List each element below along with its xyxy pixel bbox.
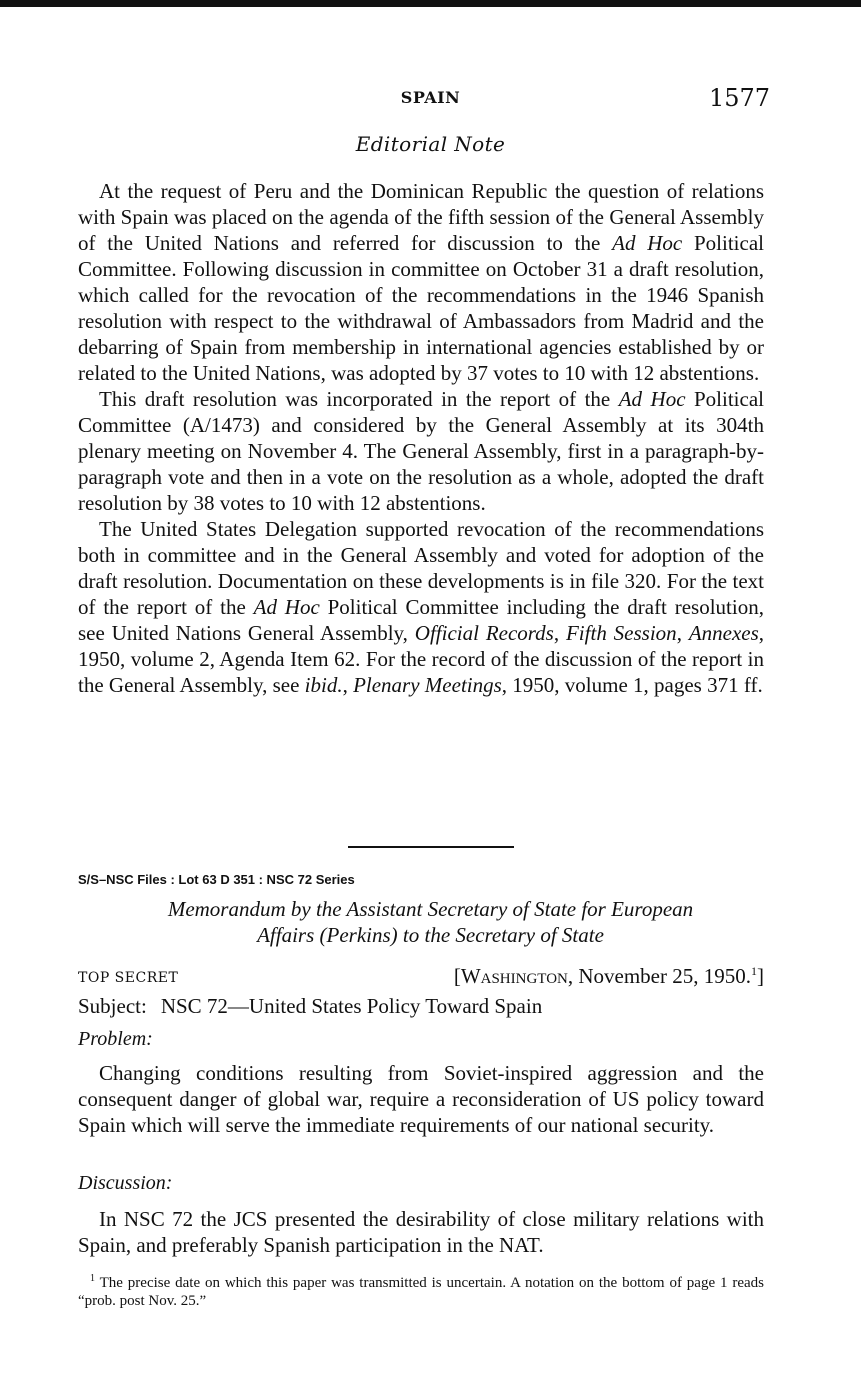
memo-title-line-2: Affairs (Perkins) to the Secretary of State	[257, 923, 604, 947]
dateline: [Washington, November 25, 1950.$^1$]	[453, 964, 764, 988]
footnote-text: The precise date on which this paper was transmitted is uncertain. A notation on the bottom of page 1 reads “prob. post Nov. 25.”	[78, 1275, 764, 1309]
memo-title	[78, 896, 783, 948]
editorial-note-body	[78, 178, 764, 698]
subject-line	[78, 994, 542, 1019]
problem-heading: Problem:	[78, 1028, 153, 1050]
page-number: 1577	[709, 84, 771, 112]
top-border	[0, 0, 861, 7]
editorial-paragraph-1: At the request of Peru and the Dominican Republic the question of relations with Spain was placed on the agenda of the fifth session of the General Assembly of the United Nations and referred for discussion to the Ad Hoc Political Committee. Following discussion in committee on October 31 a draft resolution, which called for the revocation of the recommendations in the 1946 Spanish resolution with respect to the withdrawal of Ambassadors from Madrid and the debarring of Spain from membership in international agencies established by or related to the United Nations, was adopted by 37 votes to 10 with 12 abstentions.	[78, 179, 764, 385]
footnote-marker: 1	[90, 1273, 95, 1284]
section-divider	[348, 846, 514, 848]
footnote	[78, 1270, 764, 1310]
running-title: SPAIN	[400, 88, 461, 107]
memo-title-line-1: Memorandum by the Assistant Secretary of State for European	[167, 897, 694, 921]
editorial-paragraph-3: The United States Delegation supported revocation of the recommendations both in committee and in the General Assembly and voted for adoption of the draft resolution. Documentation on these developments is in file 320. For the text of the report of the Ad Hoc Political Committee including the draft resolution, see United Nations General Assembly, Official Records, Fifth Session, Annexes, 1950, volume 2, Agenda Item 62. For the record of the discussion of the report in the General Assembly, see ibid., Plenary Meetings, 1950, volume 1, pages 371 ff.	[78, 517, 765, 697]
problem-paragraph: Changing conditions resulting from Soviet-inspired aggression and the consequent danger of global war, require a reconsideration of US policy toward Spain which will serve the immediate requirements of our national security.	[78, 1061, 764, 1137]
editorial-paragraph-2: This draft resolution was incorporated in the report of the Ad Hoc Political Committee (A/1473) and considered by the General Assembly at its 304th plenary meeting on November 4. The General Assembly, first in a paragraph-by-paragraph vote and then in a vote on the resolution as a whole, adopted the draft resolution by 38 votes to 10 with 12 abstentions.	[78, 387, 764, 515]
subject-label: Subject:	[78, 994, 147, 1018]
footnote-ref: 1	[751, 964, 757, 978]
dateline-place: Washington	[460, 964, 568, 988]
discussion-paragraph: In NSC 72 the JCS presented the desirability of close military relations with Spain, and preferably Spanish participation in the NAT.	[78, 1207, 764, 1257]
subject-text: NSC 72—United States Policy Toward Spain	[160, 994, 543, 1018]
classification-label: TOP SECRET	[78, 970, 179, 986]
editorial-note-title: Editorial Note	[355, 132, 506, 156]
discussion-heading: Discussion:	[78, 1172, 173, 1194]
file-reference: S/S–NSC Files : Lot 63 D 351 : NSC 72 Series	[78, 872, 355, 887]
